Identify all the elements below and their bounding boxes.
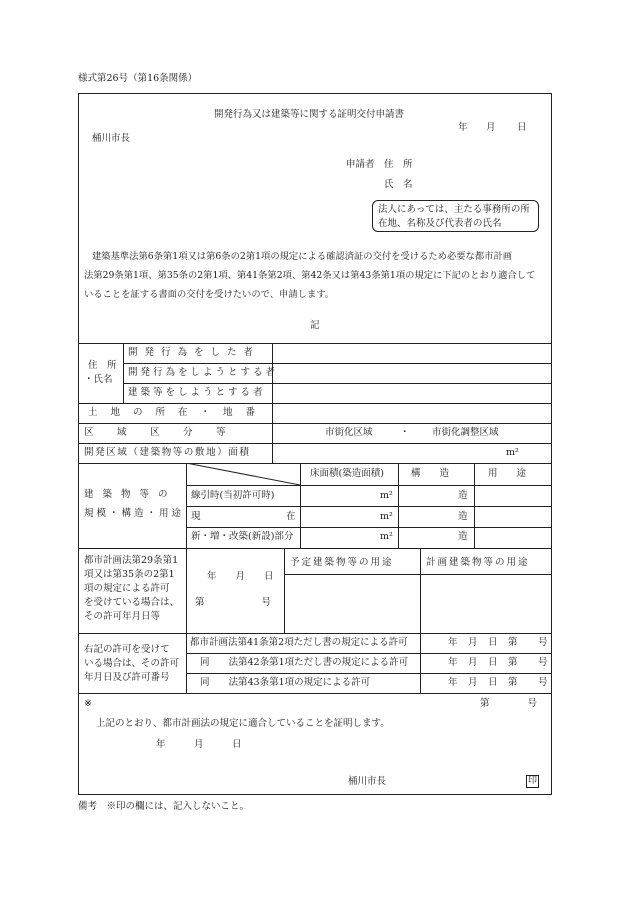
rule — [186, 527, 552, 528]
rule — [420, 633, 421, 693]
dev-area-unit: m² — [506, 447, 519, 458]
permit-other-row: 同 法第42条第1項ただし書の規定による許可 — [200, 657, 409, 668]
person-row-label: 建築等をしようとする者 — [128, 387, 266, 398]
date-day: 日 — [517, 122, 527, 133]
rule — [123, 383, 552, 384]
permit-other-date-year: 年 — [448, 657, 458, 668]
permit-other-number-suffix: 号 — [538, 657, 548, 668]
permit-other-date-month: 月 — [468, 637, 478, 648]
rule — [78, 633, 552, 634]
seal-box: 印 — [528, 776, 538, 786]
rule — [284, 548, 285, 633]
building-row-label: 現 — [191, 511, 201, 522]
date-month: 月 — [486, 122, 496, 133]
applicant-note-line1: 法人にあっては、主たる事務所の所 — [378, 204, 530, 215]
rule — [78, 343, 552, 344]
permit-other-number-prefix: 第 — [508, 657, 518, 668]
permit-other-number-prefix: 第 — [508, 677, 518, 688]
permit-other-number-suffix: 号 — [538, 677, 548, 688]
applicant-address: 住 所 — [384, 159, 413, 170]
building-row-label: 在 — [286, 511, 296, 522]
building-header-structure: 構 造 — [411, 468, 450, 479]
rule — [78, 693, 552, 694]
form-number: 様式第26号（第16条関係） — [78, 73, 198, 84]
form-title: 開発行為又は建築等に関する証明交付申請書 — [214, 109, 405, 120]
rule — [78, 548, 552, 549]
permit-other-number-prefix: 第 — [508, 637, 518, 648]
rule — [186, 506, 552, 507]
person-row-label: 開発行為をした者 — [128, 347, 261, 358]
building-group-line-1: 建築物等の — [84, 489, 177, 500]
remark: 備考 ※印の欄には、記入しないこと。 — [78, 801, 250, 812]
body-line-3: いることを証する書面の交付を受けたいので、申請します。 — [84, 289, 335, 300]
rule — [272, 403, 273, 463]
rule — [78, 463, 552, 464]
building-row-unit: m² — [380, 531, 393, 542]
building-row-structure: 造 — [458, 490, 468, 501]
ki-label: 記 — [310, 320, 320, 331]
date-year: 年 — [458, 122, 468, 133]
permit29-label-line: 都市計画法第29条第1 — [84, 555, 179, 566]
rule — [78, 443, 552, 444]
permit-other-date-year: 年 — [448, 677, 458, 688]
permit29-plan-use-header: 計画建築物等の用途 — [426, 557, 530, 568]
rule — [420, 548, 421, 633]
rule — [186, 633, 187, 693]
rule — [123, 363, 552, 364]
office-number: 第 号 — [480, 698, 538, 709]
applicant-note-line2: 在地、名称及び代表者の氏名 — [378, 218, 502, 229]
applicant-name: 氏 名 — [384, 179, 413, 190]
building-row-unit: m² — [380, 490, 393, 501]
area-division-dot: ・ — [400, 427, 410, 438]
certification-text: 上記のとおり、都市計画法の規定に適合していることを証明します。 — [96, 718, 390, 729]
permit-other-label-line: 年月日及び許可番号 — [84, 672, 170, 683]
area-division-option-1: 市街化区域 — [325, 427, 373, 438]
permit29-label-line: 項又は第35条の2第1 — [84, 569, 175, 580]
area-division-option-2: 市街化調整区域 — [432, 427, 499, 438]
land-location-label: 土地の所在・地番 — [88, 407, 269, 418]
permit-other-date-month: 月 — [468, 657, 478, 668]
rule — [78, 423, 552, 424]
area-division-label: 区 域 区 分 等 — [84, 427, 233, 438]
permit29-planned-use-header: 予定建築物等の用途 — [290, 557, 394, 568]
permit-other-label-line: いる場合は、その許可 — [84, 658, 180, 669]
mayor-label: 桶川市長 — [348, 776, 387, 787]
diagonal-line — [186, 463, 300, 485]
permit-other-date-day: 日 — [488, 677, 498, 688]
permit29-date: 年 月 日 — [207, 571, 274, 582]
permit-other-date-month: 月 — [468, 677, 478, 688]
rule — [123, 343, 124, 403]
person-group-label-1: 住 所 — [88, 360, 117, 371]
permit29-label-line: を受けている場合は、 — [84, 597, 180, 608]
rule — [186, 673, 552, 674]
building-group-line-2: 規模・構造・用途 — [84, 508, 185, 519]
building-row-structure: 造 — [458, 511, 468, 522]
office-mark: ※ — [84, 698, 92, 709]
permit-other-date-year: 年 — [448, 637, 458, 648]
permit29-label-line: その許可年月日等 — [84, 611, 161, 622]
rule — [186, 485, 552, 486]
certification-date: 年 月 日 — [156, 739, 242, 750]
person-row-label: 開発行為をしようとする者 — [128, 367, 279, 378]
permit-other-date-day: 日 — [488, 637, 498, 648]
permit-other-row: 都市計画法第41条第2項ただし書の規定による許可 — [190, 637, 408, 648]
body-line-2: 法第29条第1項、第35条の2第1項、第41条第2項、第42条又は第43条第1項の規定に下記のとおり適合して — [84, 270, 536, 281]
permit-other-row: 同 法第43条第1項の規定による許可 — [200, 677, 371, 688]
rule — [186, 548, 187, 633]
permit-other-number-suffix: 号 — [538, 637, 548, 648]
rule — [78, 403, 552, 404]
applicant-label: 申請者 — [346, 159, 375, 170]
permit-other-date-day: 日 — [488, 657, 498, 668]
building-row-label: 新・増・改築(新設)部分 — [191, 531, 294, 542]
building-row-label: 線引時(当初許可時) — [191, 490, 275, 501]
dev-area-label: 開発区域（建築物等の敷地）面積 — [84, 447, 251, 458]
rule — [186, 653, 552, 654]
person-group-label-2: ・氏名 — [84, 374, 113, 385]
form-frame — [78, 93, 552, 795]
permit29-label-line: 項の規定による許可 — [84, 583, 170, 594]
addressee: 桶川市長 — [92, 133, 131, 144]
building-header-floor-area: 床面積(築造面積) — [310, 468, 384, 479]
building-header-use: 用 途 — [488, 468, 527, 479]
rule — [284, 574, 552, 575]
building-row-unit: m² — [380, 511, 393, 522]
body-line-1: 建築基準法第6条第1項又は第6条の2第1項の規定による確認済証の交付を受けるため必要な都市計画 — [92, 251, 513, 262]
permit29-number: 第 号 — [195, 597, 272, 608]
building-row-structure: 造 — [458, 531, 468, 542]
permit-other-label-line: 右記の許可を受けて — [84, 644, 170, 655]
